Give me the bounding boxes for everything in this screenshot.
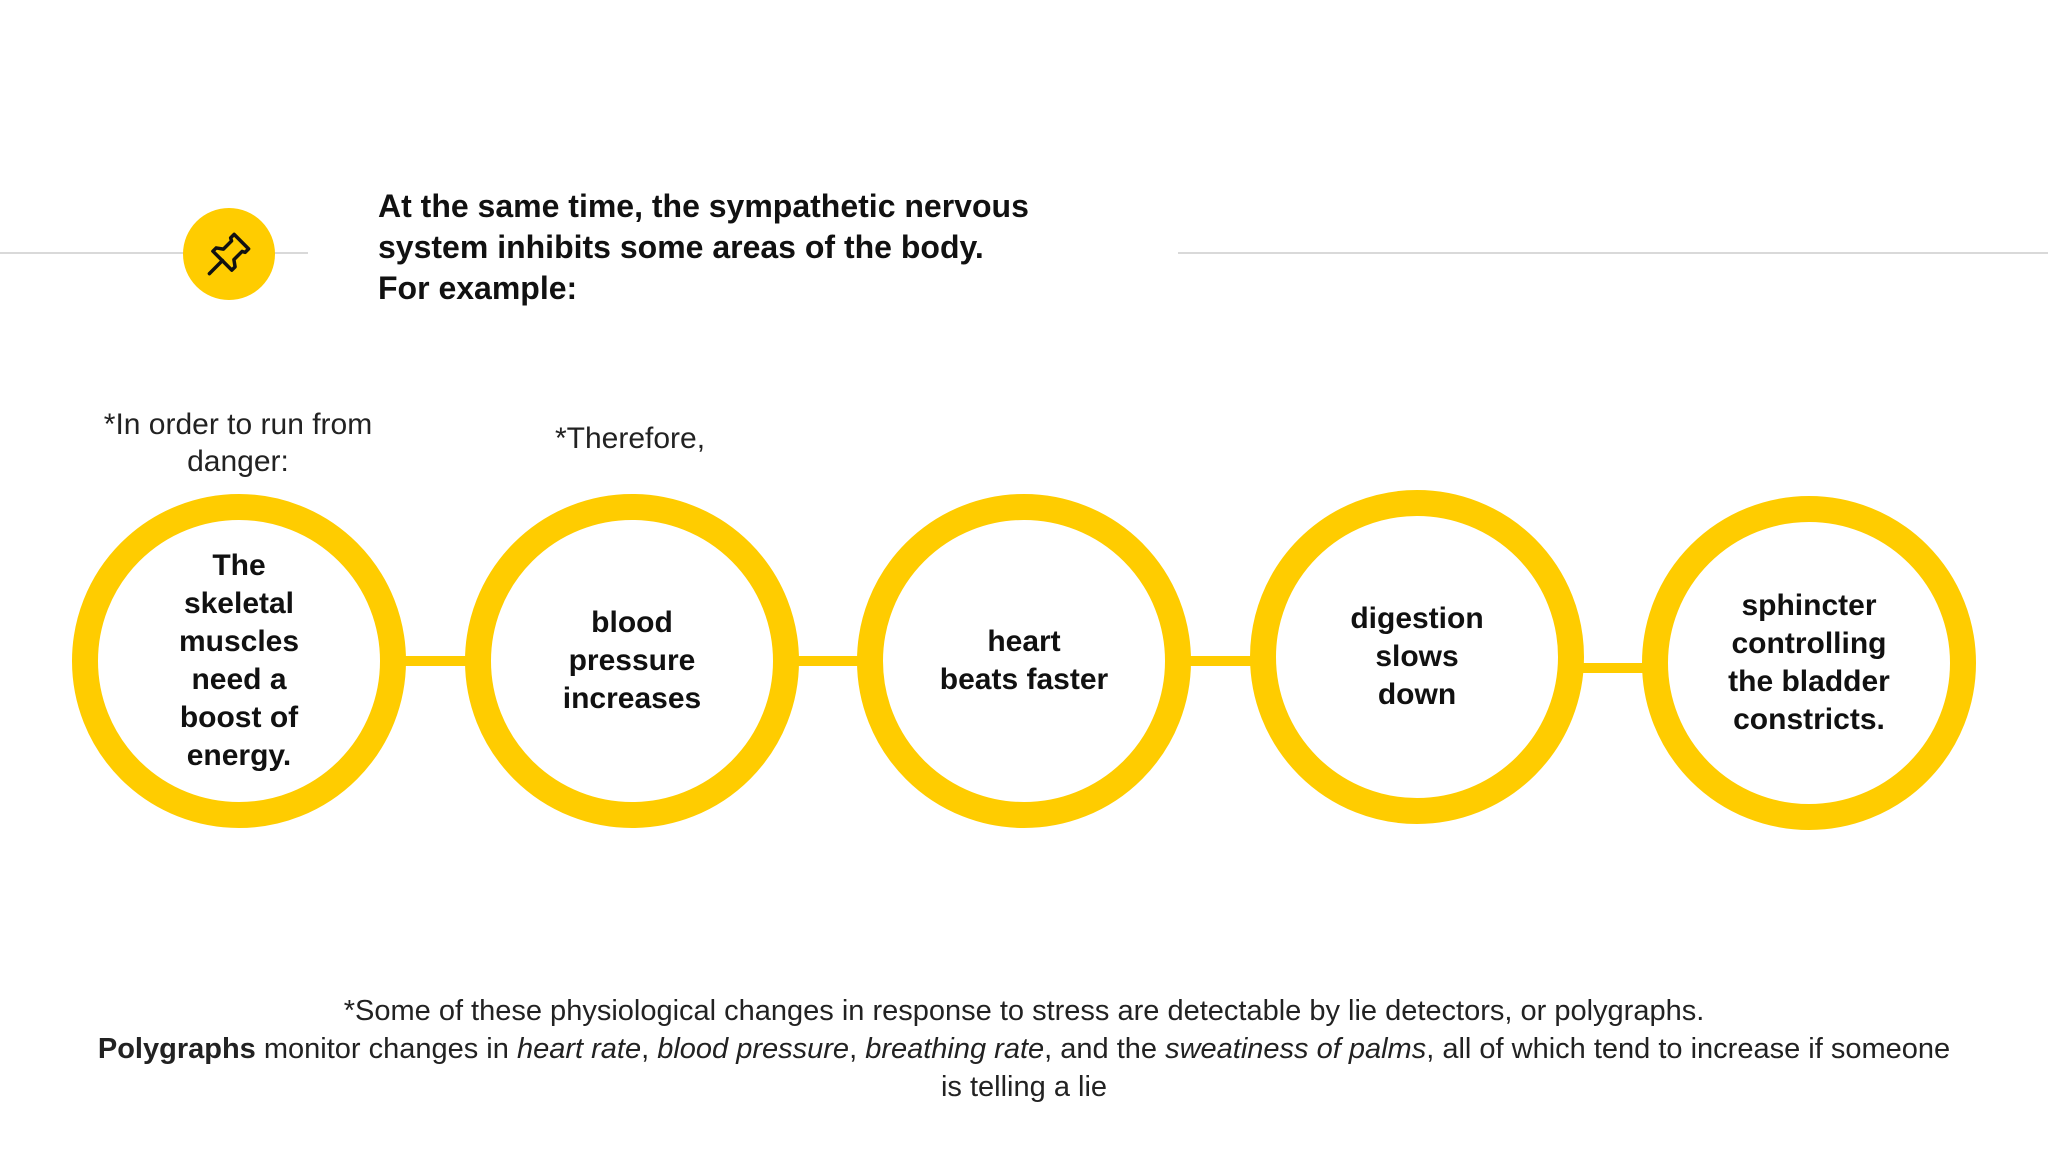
step-label-line: muscles <box>178 625 300 658</box>
footer-heart-rate: heart rate <box>516 1033 642 1065</box>
step-label-line: heart <box>987 625 1061 658</box>
step-label-line: energy. <box>186 739 292 772</box>
footer-polygraphs-term: Polygraphs <box>97 1033 256 1065</box>
step-label <box>1344 600 1489 714</box>
heading-line-2: system inhibits some areas of the body. <box>378 229 984 265</box>
step-label-line: boost of <box>179 701 299 734</box>
step-label-line: The <box>212 549 266 582</box>
note-line-1: *In order to run from <box>103 408 373 441</box>
heading <box>378 186 1198 309</box>
step-label-line: beats faster <box>939 663 1109 696</box>
step-label <box>557 604 707 718</box>
step-label-line: blood <box>591 606 673 639</box>
step-label-line: increases <box>562 682 702 715</box>
heading-line-3: For example: <box>378 270 578 306</box>
step-label-line: slows <box>1375 640 1459 673</box>
step-label <box>173 547 305 775</box>
step-circle-sphincter <box>1642 496 1976 830</box>
step-label-line: down <box>1377 678 1457 711</box>
note-line-2: danger: <box>187 445 289 478</box>
footer-text: , <box>849 1033 866 1065</box>
footer-line-2 <box>20 1030 2028 1068</box>
heading-line-1: At the same time, the sympathetic nervous <box>378 188 1029 224</box>
step-circle-digestion <box>1250 490 1584 824</box>
step-label <box>1722 587 1896 739</box>
step-label-line: sphincter <box>1741 589 1877 622</box>
footer-text: monitor changes in <box>255 1033 517 1065</box>
step-circle-heart <box>857 494 1191 828</box>
note-run-from-danger <box>88 406 388 480</box>
step-label-line: skeletal <box>183 587 295 620</box>
note-therefore: *Therefore, <box>554 422 706 455</box>
step-label-line: constricts. <box>1733 703 1885 736</box>
step-label <box>934 623 1114 699</box>
footer-text: , and the <box>1044 1033 1166 1065</box>
footer-line-1: *Some of these physiological changes in response to stress are detectable by lie detectors, or polygraphs. <box>343 995 1705 1027</box>
footer-line-3: is telling a lie <box>940 1071 1108 1103</box>
footer-text: , <box>641 1033 658 1065</box>
step-circle-blood-pressure <box>465 494 799 828</box>
footer-sweatiness-of-palms: sweatiness of palms <box>1165 1033 1427 1065</box>
step-label-line: digestion <box>1350 602 1484 635</box>
footer-note <box>20 992 2028 1106</box>
footer-blood-pressure: blood pressure <box>657 1033 850 1065</box>
step-circle-skeletal-muscles <box>72 494 406 828</box>
step-label-line: pressure <box>568 644 696 677</box>
footer-breathing-rate: breathing rate <box>865 1033 1045 1065</box>
step-label-line: need a <box>191 663 287 696</box>
step-label-line: controlling <box>1731 627 1887 660</box>
divider-right <box>1178 252 2048 254</box>
pushpin-icon <box>183 208 275 300</box>
step-label-line: the bladder <box>1728 665 1890 698</box>
footer-text: , all of which tend to increase if someone <box>1426 1033 1951 1065</box>
